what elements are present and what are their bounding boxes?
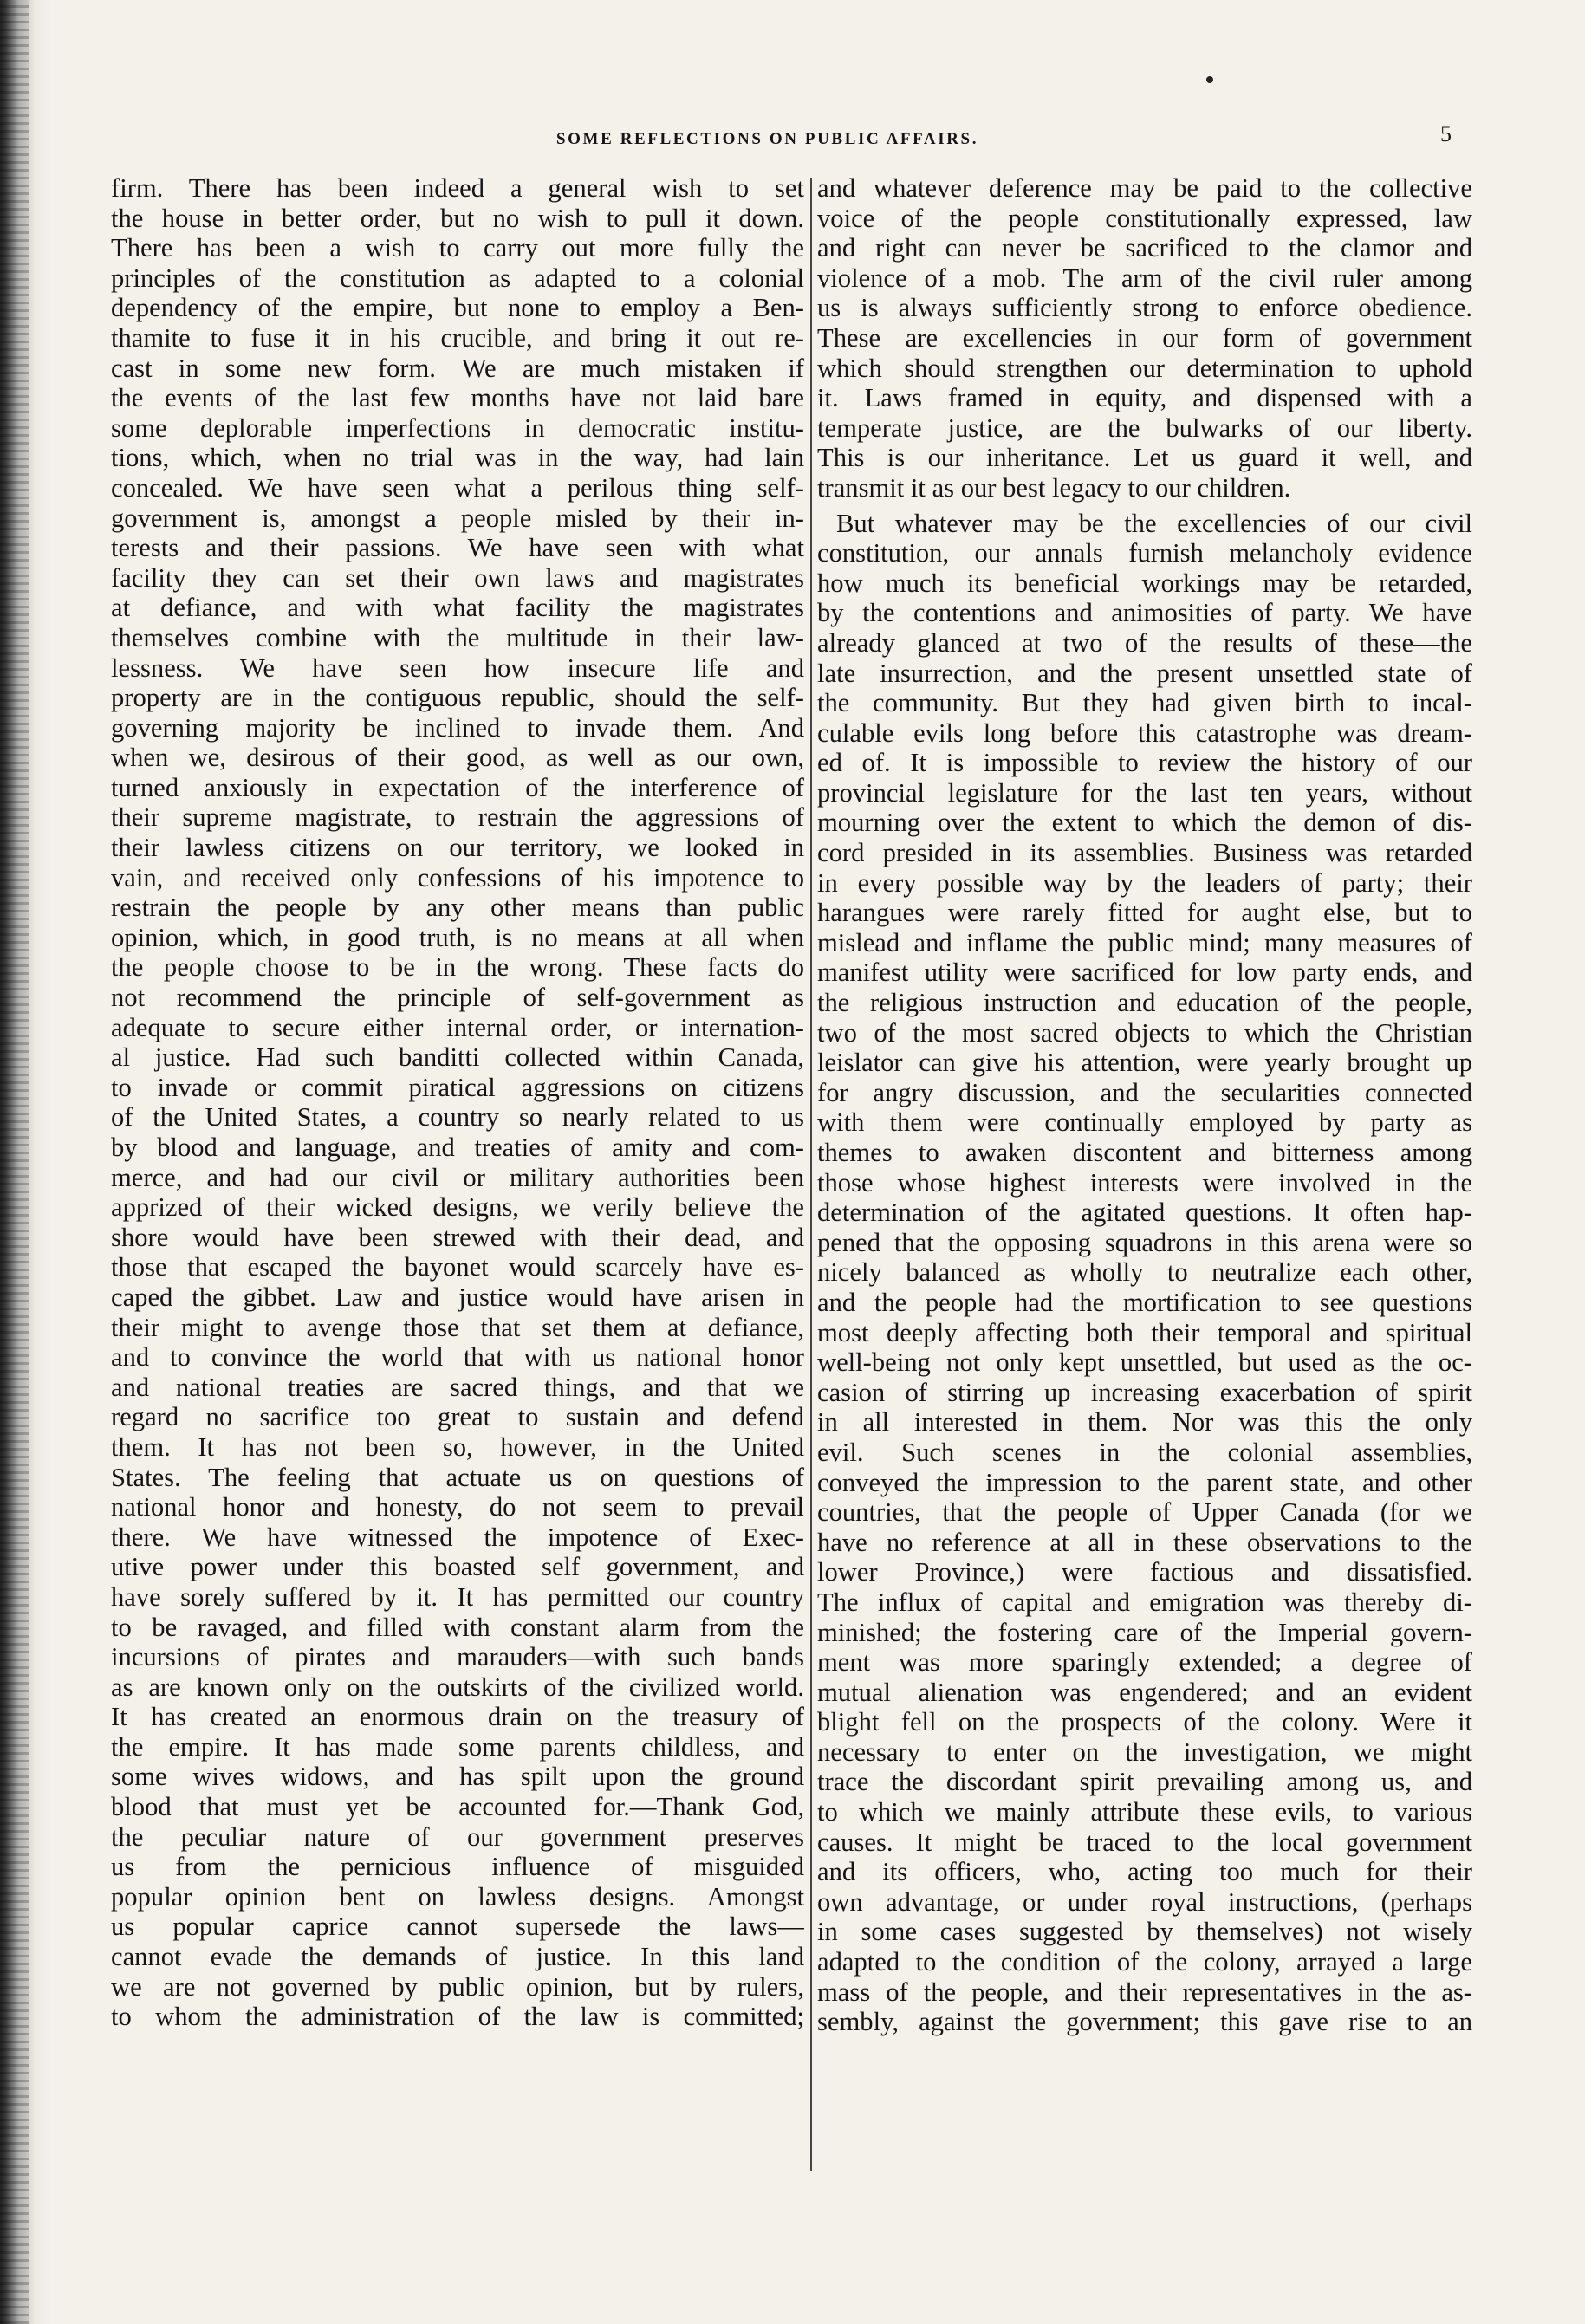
- text-line: well-being not only kept unsettled, but used as the oc-: [817, 1347, 1472, 1378]
- text-line: government is, amongst a people misled by their in-: [111, 503, 804, 533]
- text-line: the house in better order, but no wish to pull it down.: [111, 203, 804, 233]
- text-line: tions, which, when no trial was in the way, had lain: [111, 443, 804, 473]
- text-line: and national treaties are sacred things, and that we: [111, 1372, 804, 1402]
- text-line: of the United States, a country so nearly related to us: [111, 1102, 804, 1133]
- text-line: shore would have been strewed with their dead, and: [111, 1222, 804, 1252]
- column-divider: [810, 178, 812, 2171]
- text-line: lessness. We have seen how insecure life and: [111, 652, 804, 683]
- text-line: nicely balanced as wholly to neutralize each other,: [817, 1257, 1472, 1288]
- text-line: transmit it as our best legacy to our children.: [817, 472, 1291, 503]
- text-line: constitution, our annals furnish melancholy evidence: [817, 538, 1472, 568]
- text-line: when we, desirous of their good, as well as our own,: [111, 743, 804, 773]
- text-line: themselves combine with the multitude in their law-: [111, 622, 804, 652]
- ink-speck: [1206, 76, 1213, 83]
- text-line: utive power under this boasted self government, and: [111, 1552, 804, 1582]
- text-line: The influx of capital and emigration was thereby di-: [817, 1587, 1472, 1617]
- text-line: to which we mainly attribute these evils, to various: [817, 1797, 1472, 1827]
- text-line: the events of the last few months have not laid bare: [111, 383, 804, 413]
- text-line: own advantage, or under royal instructions, (perhaps: [817, 1886, 1472, 1917]
- text-line: us popular caprice cannot supersede the laws—: [111, 1912, 804, 1942]
- text-line: firm. There has been indeed a general wish to set: [111, 173, 804, 203]
- text-line: blight fell on the prospects of the colony. Were it: [817, 1707, 1472, 1737]
- text-line: dependency of the empire, but none to employ a Ben-: [111, 293, 804, 323]
- text-line: pened that the opposing squadrons in this arena were so: [817, 1227, 1472, 1257]
- text-line: it. Laws framed in equity, and dispensed with a: [817, 383, 1472, 413]
- text-line: cast in some new form. We are much mistaken if: [111, 353, 804, 383]
- text-line: the people choose to be in the wrong. These facts do: [111, 952, 804, 983]
- text-line: and right can never be sacrificed to the clamor and: [817, 233, 1472, 263]
- text-line: ment was more sparingly extended; a degree of: [817, 1647, 1472, 1678]
- left-column: [111, 173, 804, 2032]
- text-line: their might to avenge those that set them at defiance,: [111, 1312, 804, 1342]
- text-line: governing majority be inclined to invade them. And: [111, 712, 804, 743]
- text-line: and whatever deference may be paid to the collective: [817, 173, 1472, 203]
- text-line: voice of the people constitutionally expressed, law: [817, 203, 1472, 233]
- text-line: regard no sacrifice too great to sustain and defend: [111, 1402, 804, 1432]
- text-line: to be ravaged, and filled with constant alarm from the: [111, 1612, 804, 1642]
- text-line: ed of. It is impossible to review the history of our: [817, 748, 1472, 778]
- running-head: SOME REFLECTIONS ON PUBLIC AFFAIRS.: [556, 130, 979, 148]
- text-line: mutual alienation was engendered; and an evident: [817, 1677, 1472, 1707]
- text-line: incursions of pirates and marauders—with such bands: [111, 1642, 804, 1672]
- text-line: by the contentions and animosities of party. We have: [817, 598, 1472, 628]
- text-line: determination of the agitated questions. It often hap-: [817, 1198, 1472, 1228]
- text-line: already glanced at two of the results of these—the: [817, 627, 1472, 658]
- text-line: casion of stirring up increasing exacerbation of spirit: [817, 1377, 1472, 1407]
- text-line: them. It has not been so, however, in the United: [111, 1431, 804, 1462]
- text-line: These are excellencies in our form of government: [817, 322, 1472, 353]
- text-line: conveyed the impression to the parent state, and other: [817, 1467, 1472, 1497]
- text-line: merce, and had our civil or military authorities been: [111, 1162, 804, 1192]
- text-line: al justice. Had such banditti collected within Canada,: [111, 1042, 804, 1073]
- text-line: property are in the contiguous republic, should the self-: [111, 683, 804, 713]
- text-line: as are known only on the outskirts of the civilized world.: [111, 1672, 804, 1702]
- page-number: 5: [1440, 121, 1452, 146]
- text-line: and its officers, who, acting too much for their: [817, 1857, 1472, 1887]
- text-line: us from the pernicious influence of misguided: [111, 1852, 804, 1882]
- text-line: temperate justice, are the bulwarks of our liberty.: [817, 412, 1472, 443]
- text-line: blood that must yet be accounted for.—Thank God,: [111, 1792, 804, 1822]
- text-line: national honor and honesty, do not seem to prevail: [111, 1492, 804, 1522]
- text-line: popular opinion bent on lawless designs. Amongst: [111, 1881, 804, 1912]
- text-line: for angry discussion, and the secularities connected: [817, 1077, 1472, 1107]
- text-line: which should strengthen our determination to uphold: [817, 353, 1472, 383]
- text-line: we are not governed by public opinion, but by rulers,: [111, 1971, 804, 2002]
- text-line: at defiance, and with what facility the magistrates: [111, 593, 804, 623]
- page-binding-texture: [0, 0, 29, 2324]
- text-line: This is our inheritance. Let us guard it well, and: [817, 443, 1472, 473]
- text-line: in all interested in them. Nor was this the only: [817, 1407, 1472, 1438]
- text-line: by blood and language, and treaties of amity and com-: [111, 1133, 804, 1162]
- text-line: there. We have witnessed the impotence of Exec-: [111, 1522, 804, 1552]
- text-line: with them were continually employed by party as: [817, 1107, 1472, 1138]
- text-line: two of the most sacred objects to which the Christian: [817, 1017, 1472, 1048]
- text-line: adapted to the condition of the colony, arrayed a large: [817, 1947, 1472, 1977]
- text-line: and the people had the mortification to see questions: [817, 1287, 1472, 1317]
- text-line: and to convince the world that with us national honor: [111, 1342, 804, 1373]
- text-line: vain, and received only confessions of his impotence to: [111, 862, 804, 893]
- text-line: the community. But they had given birth to incal-: [817, 688, 1472, 718]
- text-line: culable evils long before this catastrophe was dream-: [817, 717, 1472, 748]
- text-line: States. The feeling that actuate us on questions of: [111, 1462, 804, 1492]
- text-line: provincial legislature for the last ten years, without: [817, 777, 1472, 808]
- text-line: those that escaped the bayonet would scarcely have es-: [111, 1252, 804, 1282]
- text-line: principles of the constitution as adapted to a colonial: [111, 263, 804, 293]
- text-line: themes to awaken discontent and bitterness among: [817, 1138, 1472, 1167]
- text-line: causes. It might be traced to the local government: [817, 1827, 1472, 1857]
- text-line: mass of the people, and their representatives in the as-: [817, 1977, 1472, 2007]
- text-line: in some cases suggested by themselves) not wisely: [817, 1917, 1472, 1947]
- text-line: to invade or commit piratical aggressions on citizens: [111, 1072, 804, 1102]
- text-line: the empire. It has made some parents childless, and: [111, 1731, 804, 1762]
- text-line: the peculiar nature of our government preserves: [111, 1821, 804, 1852]
- text-line: facility they can set their own laws and magistrates: [111, 562, 804, 593]
- text-line: most deeply affecting both their temporal and spiritual: [817, 1317, 1472, 1347]
- text-line: adequate to secure either internal order, or internation-: [111, 1012, 804, 1042]
- text-line: their lawless citizens on our territory, we looked in: [111, 833, 804, 863]
- text-line: late insurrection, and the present unsettled state of: [817, 658, 1472, 688]
- text-line: trace the discordant spirit prevailing among us, and: [817, 1767, 1472, 1797]
- text-line: It has created an enormous drain on the treasury of: [111, 1702, 804, 1732]
- text-line: mourning over the extent to which the demon of dis-: [817, 808, 1472, 838]
- text-line: not recommend the principle of self-government as: [111, 983, 804, 1013]
- text-line: their supreme magistrate, to restrain the aggressions of: [111, 802, 804, 833]
- text-line: have sorely suffered by it. It has permitted our country: [111, 1581, 804, 1612]
- text-line: some wives widows, and has spilt upon the ground: [111, 1762, 804, 1792]
- text-line: There has been a wish to carry out more fully the: [111, 233, 804, 263]
- text-line: have no reference at all in these observations to the: [817, 1527, 1472, 1557]
- text-line: in every possible way by the leaders of party; their: [817, 867, 1472, 898]
- text-line: necessary to enter on the investigation, we might: [817, 1737, 1472, 1767]
- text-line: terests and their passions. We have seen with what: [111, 533, 804, 563]
- text-line: lower Province,) were factious and dissatisfied.: [817, 1557, 1472, 1587]
- text-line: turned anxiously in expectation of the interference of: [111, 772, 804, 802]
- text-line: thamite to fuse it in his crucible, and bring it out re-: [111, 322, 804, 353]
- text-line: mislead and inflame the public mind; many measures of: [817, 927, 1472, 958]
- text-line: manifest utility were sacrificed for low party ends, and: [817, 958, 1472, 988]
- text-line: concealed. We have seen what a perilous thing self-: [111, 472, 804, 503]
- text-line: us is always sufficiently strong to enforce obedience.: [817, 293, 1472, 323]
- text-line: violence of a mob. The arm of the civil ruler among: [817, 263, 1472, 293]
- text-line: evil. Such scenes in the colonial assemblies,: [817, 1437, 1472, 1467]
- text-line: cord presided in its assemblies. Business was retarded: [817, 838, 1472, 868]
- right-column: [817, 173, 1472, 2037]
- text-line: minished; the fostering care of the Imperial govern-: [817, 1617, 1472, 1647]
- text-line: to whom the administration of the law is committed;: [111, 2002, 804, 2032]
- text-line: opinion, which, in good truth, is no means at all when: [111, 922, 804, 952]
- text-line: sembly, against the government; this gave rise to an: [817, 2007, 1472, 2037]
- text-line: But whatever may be the excellencies of our civil: [836, 508, 1472, 538]
- text-line: cannot evade the demands of justice. In this land: [111, 1942, 804, 1972]
- text-line: those whose highest interests were involved in the: [817, 1167, 1472, 1198]
- text-line: caped the gibbet. Law and justice would have arisen in: [111, 1282, 804, 1312]
- text-line: harangues were rarely fitted for aught else, but to: [817, 898, 1472, 928]
- text-line: the religious instruction and education of the people,: [817, 988, 1472, 1018]
- text-line: some deplorable imperfections in democratic institu-: [111, 412, 804, 443]
- text-line: apprized of their wicked designs, we verily believe the: [111, 1192, 804, 1223]
- text-line: restrain the people by any other means than public: [111, 893, 804, 923]
- text-line: leislator can give his attention, were yearly brought up: [817, 1048, 1472, 1078]
- text-line: how much its beneficial workings may be retarded,: [817, 568, 1472, 598]
- text-line: countries, that the people of Upper Canada (for we: [817, 1497, 1472, 1528]
